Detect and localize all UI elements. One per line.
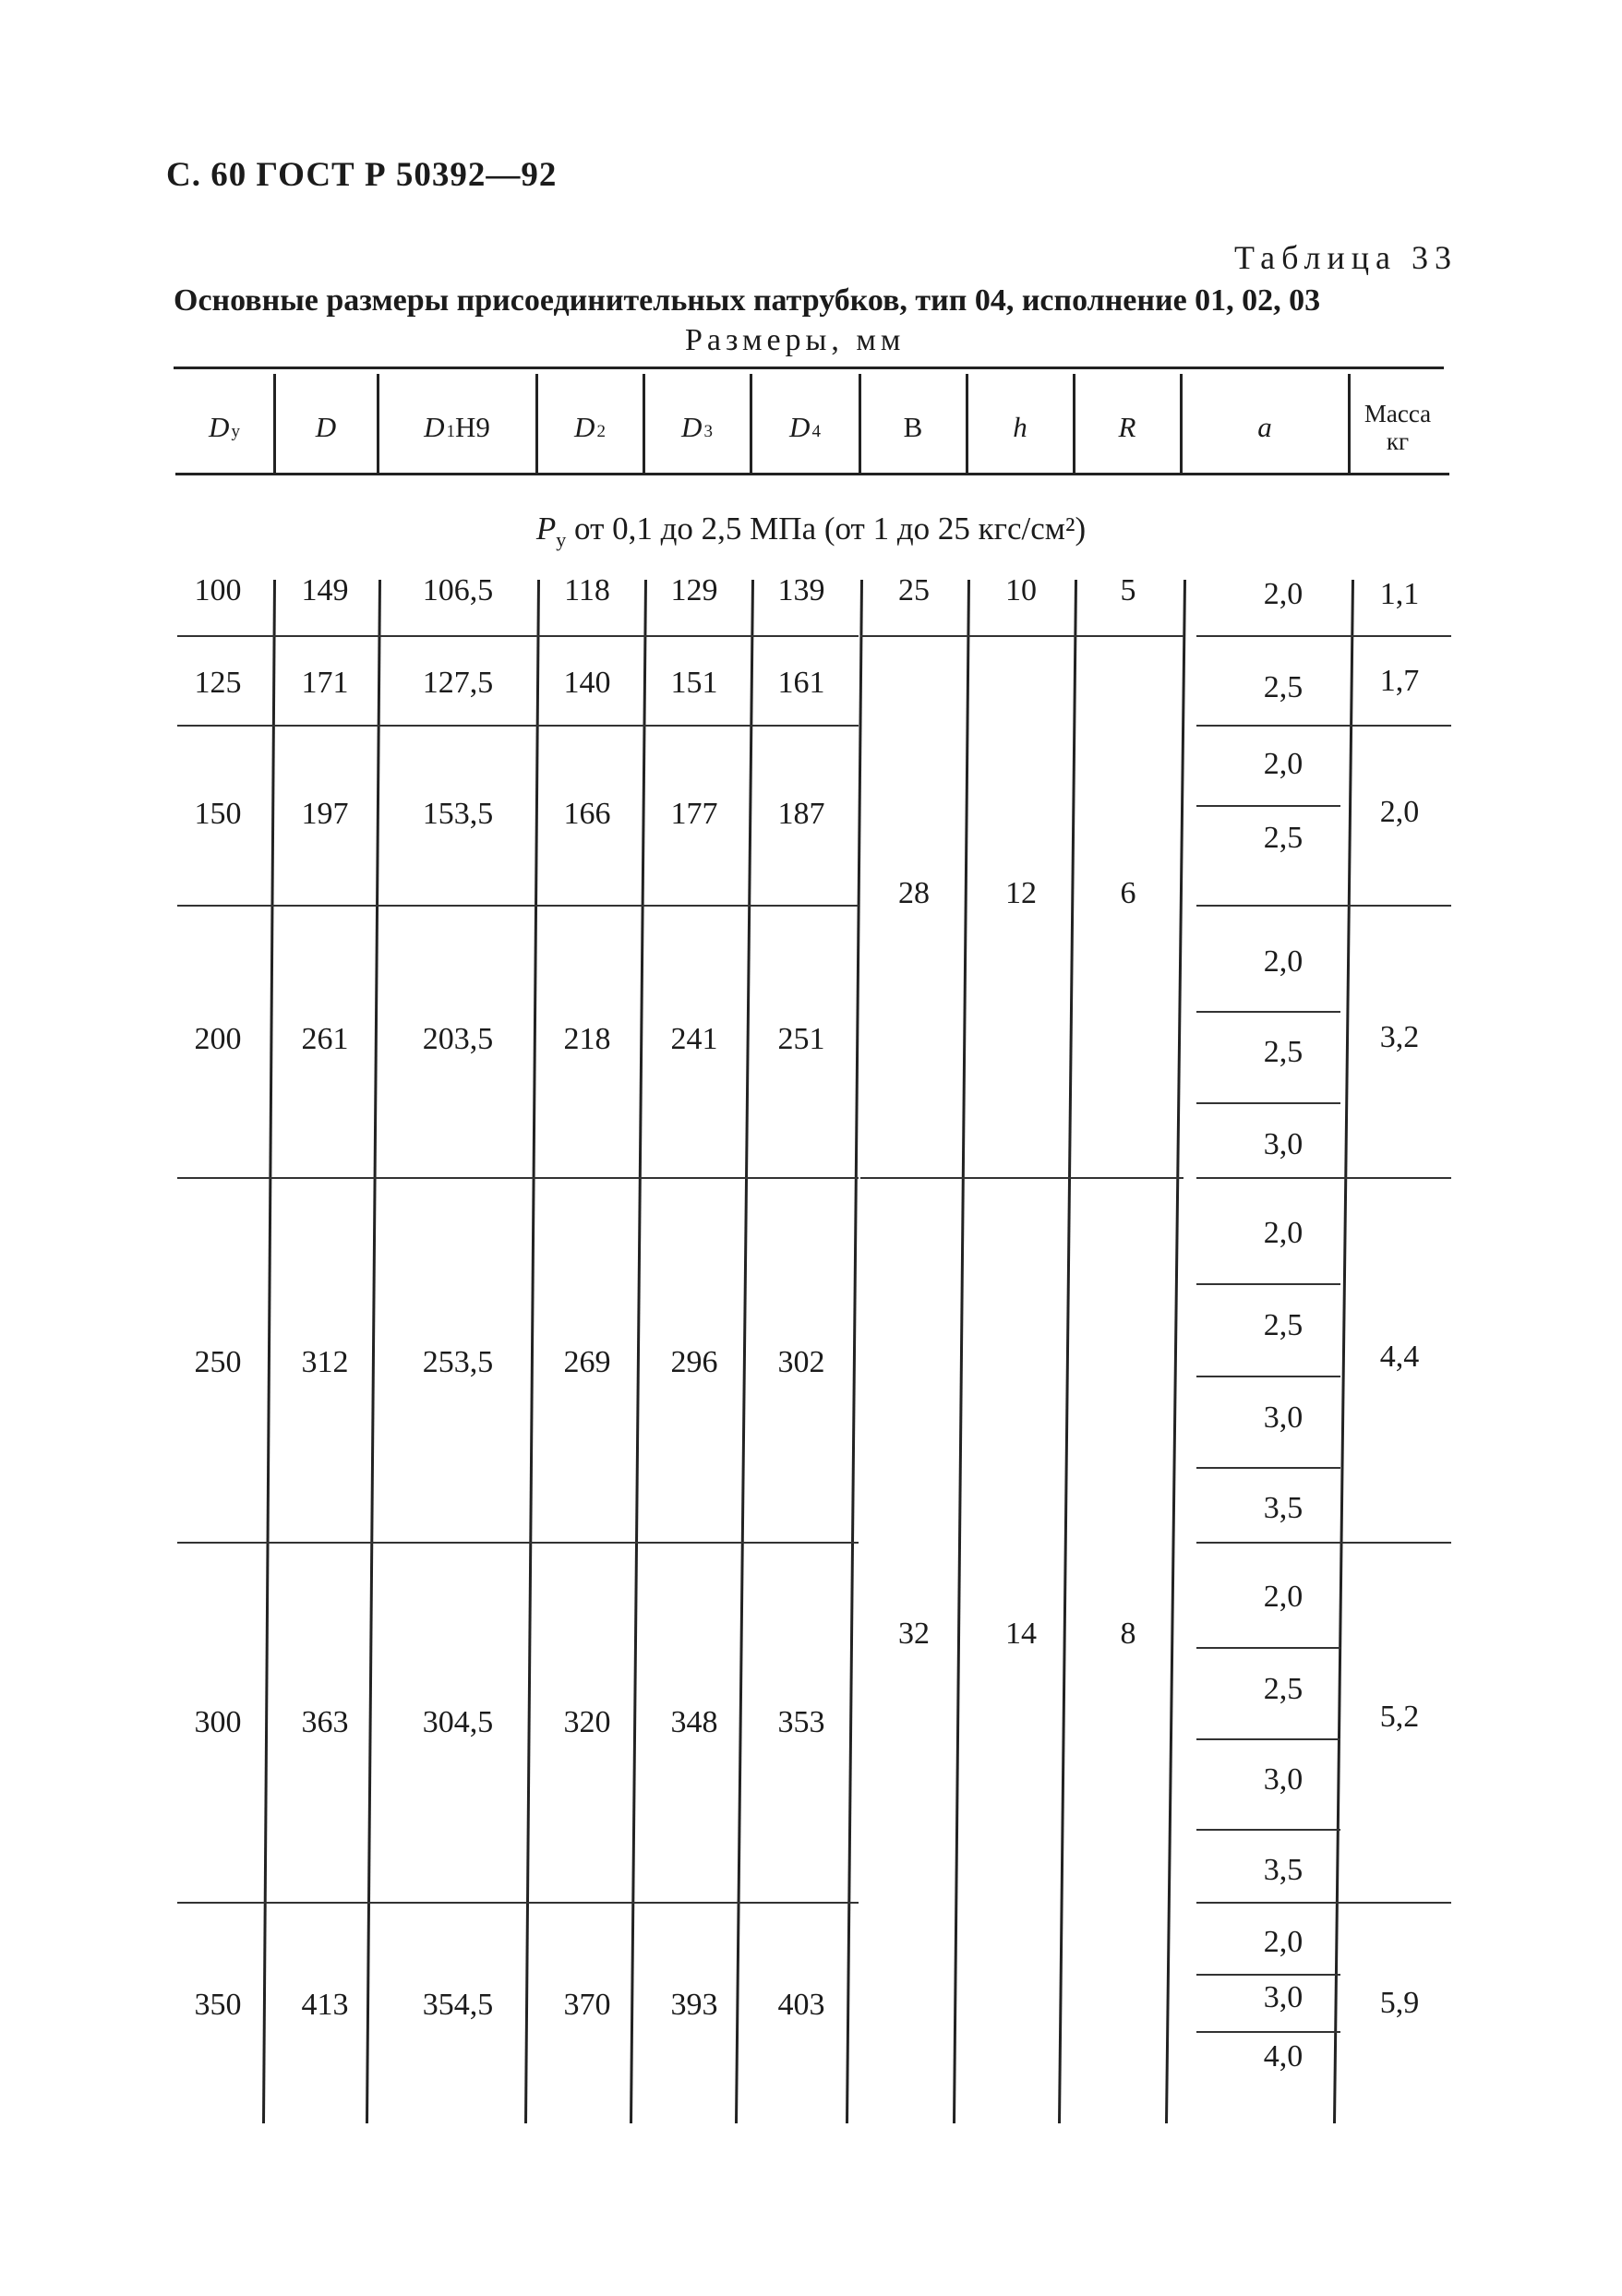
col-d2-header bbox=[537, 377, 643, 478]
cell-a: 3,0 bbox=[1263, 1980, 1304, 2014]
col-d1-tolerance: H9 bbox=[455, 411, 490, 443]
row-rule bbox=[1196, 635, 1451, 637]
col-d-symbol: D bbox=[315, 411, 337, 443]
cell-mass: 1,1 bbox=[1379, 577, 1420, 611]
cell-mass: 1,7 bbox=[1379, 664, 1420, 698]
col-a-symbol: a bbox=[1257, 411, 1272, 443]
cell-mass: 4,4 bbox=[1379, 1340, 1420, 1374]
body-column-divider bbox=[735, 580, 754, 2123]
col-d3-header bbox=[644, 377, 750, 478]
cell-d2: 166 bbox=[563, 797, 611, 831]
cell-d1: 203,5 bbox=[422, 1022, 494, 1056]
row-rule bbox=[177, 635, 859, 637]
col-d4-header bbox=[751, 377, 859, 478]
cell-dy: 100 bbox=[194, 573, 242, 607]
cell-d4: 403 bbox=[777, 1988, 825, 2022]
pressure-range-text: от 0,1 до 2,5 МПа (от 1 до 25 кгс/см²) bbox=[566, 511, 1087, 547]
cell-d: 149 bbox=[301, 573, 349, 607]
col-mass-label: Масса bbox=[1364, 400, 1432, 427]
cell-d: 312 bbox=[301, 1345, 349, 1379]
group-rule bbox=[860, 1177, 1183, 1179]
body-column-divider bbox=[1165, 580, 1186, 2123]
col-h-header bbox=[967, 377, 1073, 478]
cell-d3: 241 bbox=[670, 1022, 718, 1056]
row-rule bbox=[1196, 725, 1451, 727]
page-header: С. 60 ГОСТ Р 50392—92 bbox=[166, 156, 558, 194]
col-d1-symbol: D bbox=[424, 411, 445, 443]
cell-d4: 353 bbox=[777, 1705, 825, 1739]
cell-a: 3,0 bbox=[1263, 1400, 1304, 1435]
col-d1-sub: 1 bbox=[446, 422, 455, 441]
a-subrow-rule bbox=[1196, 1376, 1340, 1377]
a-subrow-rule bbox=[1196, 1974, 1340, 1976]
a-subrow-rule bbox=[1196, 1829, 1340, 1831]
cell-r: 8 bbox=[1120, 1617, 1136, 1651]
cell-d4: 139 bbox=[777, 573, 825, 607]
col-d3-symbol: D bbox=[681, 411, 703, 443]
cell-d4: 187 bbox=[777, 797, 825, 831]
cell-a: 2,0 bbox=[1263, 1216, 1304, 1250]
cell-a: 2,5 bbox=[1263, 1308, 1304, 1342]
cell-b: 32 bbox=[898, 1617, 930, 1651]
group-rule bbox=[860, 635, 1183, 637]
a-subrow-rule bbox=[1196, 1467, 1340, 1469]
col-dy-symbol: D bbox=[209, 411, 230, 443]
cell-h: 10 bbox=[1005, 573, 1037, 607]
cell-dy: 350 bbox=[194, 1988, 242, 2022]
a-subrow-rule bbox=[1196, 1283, 1340, 1285]
a-subrow-rule bbox=[1196, 2031, 1340, 2033]
cell-mass: 2,0 bbox=[1379, 795, 1420, 829]
cell-a: 4,0 bbox=[1263, 2039, 1304, 2074]
cell-d1: 106,5 bbox=[422, 573, 494, 607]
a-subrow-rule bbox=[1196, 1102, 1340, 1104]
col-a-header bbox=[1182, 377, 1348, 478]
pressure-symbol: P bbox=[535, 511, 557, 547]
cell-a: 2,0 bbox=[1263, 944, 1304, 979]
col-b-header bbox=[860, 377, 966, 478]
col-b-symbol: B bbox=[903, 411, 923, 443]
cell-d4: 302 bbox=[777, 1345, 825, 1379]
cell-a: 2,0 bbox=[1263, 577, 1304, 611]
body-column-divider bbox=[524, 580, 540, 2123]
body-column-divider bbox=[366, 580, 381, 2123]
cell-a: 2,5 bbox=[1263, 670, 1304, 704]
col-mass-unit: кг bbox=[1386, 427, 1410, 455]
cell-d: 363 bbox=[301, 1705, 349, 1739]
body-column-divider bbox=[1058, 580, 1077, 2123]
table-title: Основные размеры присоединительных патрубков, тип 04, исполнение 01, 02, 03 bbox=[174, 283, 1321, 318]
cell-d2: 370 bbox=[563, 1988, 611, 2022]
cell-a: 3,0 bbox=[1263, 1762, 1304, 1797]
cell-a: 2,0 bbox=[1263, 1580, 1304, 1614]
table-number: Таблица 33 bbox=[1234, 239, 1458, 276]
col-mass-header bbox=[1350, 377, 1446, 478]
cell-d2: 269 bbox=[563, 1345, 611, 1379]
row-rule bbox=[1196, 1902, 1451, 1904]
cell-d3: 296 bbox=[670, 1345, 718, 1379]
cell-a: 2,5 bbox=[1263, 821, 1304, 855]
cell-a: 3,5 bbox=[1263, 1491, 1304, 1525]
col-d3-sub: 3 bbox=[703, 422, 713, 441]
cell-d2: 218 bbox=[563, 1022, 611, 1056]
a-subrow-rule bbox=[1196, 1738, 1340, 1740]
cell-d3: 151 bbox=[670, 666, 718, 700]
cell-mass: 3,2 bbox=[1379, 1020, 1420, 1054]
cell-d2: 320 bbox=[563, 1705, 611, 1739]
cell-d3: 177 bbox=[670, 797, 718, 831]
cell-h: 12 bbox=[1005, 876, 1037, 910]
cell-d: 171 bbox=[301, 666, 349, 700]
cell-d3: 393 bbox=[670, 1988, 718, 2022]
col-r-header bbox=[1075, 377, 1180, 478]
row-rule bbox=[177, 1902, 859, 1904]
col-d1-header bbox=[378, 377, 535, 478]
col-d2-symbol: D bbox=[574, 411, 595, 443]
body-column-divider bbox=[630, 580, 647, 2123]
cell-d3: 348 bbox=[670, 1705, 718, 1739]
col-dy-sub: у bbox=[231, 422, 240, 441]
col-d-header bbox=[275, 377, 377, 478]
body-column-divider bbox=[1333, 580, 1354, 2123]
cell-d1: 304,5 bbox=[422, 1705, 494, 1739]
a-subrow-rule bbox=[1196, 1647, 1340, 1649]
body-column-divider bbox=[846, 580, 863, 2123]
cell-d1: 354,5 bbox=[422, 1988, 494, 2022]
row-rule bbox=[177, 905, 859, 907]
cell-a: 3,0 bbox=[1263, 1127, 1304, 1161]
cell-d1: 153,5 bbox=[422, 797, 494, 831]
cell-dy: 150 bbox=[194, 797, 242, 831]
row-rule bbox=[1196, 1542, 1451, 1544]
cell-r: 5 bbox=[1120, 573, 1136, 607]
cell-a: 2,0 bbox=[1263, 1925, 1304, 1959]
row-rule bbox=[1196, 905, 1451, 907]
col-h-symbol: h bbox=[1013, 411, 1027, 443]
body-column-divider bbox=[953, 580, 970, 2123]
cell-dy: 250 bbox=[194, 1345, 242, 1379]
units-caption: Размеры, мм bbox=[685, 323, 906, 357]
a-subrow-rule bbox=[1196, 805, 1340, 807]
pressure-caption bbox=[0, 511, 1622, 552]
cell-d1: 253,5 bbox=[422, 1345, 494, 1379]
col-dy-header bbox=[175, 377, 273, 478]
col-r-symbol: R bbox=[1118, 411, 1136, 443]
cell-a: 2,5 bbox=[1263, 1035, 1304, 1069]
body-column-divider bbox=[262, 580, 276, 2123]
cell-a: 2,0 bbox=[1263, 747, 1304, 781]
cell-d: 197 bbox=[301, 797, 349, 831]
col-d4-sub: 4 bbox=[811, 422, 821, 441]
cell-d: 261 bbox=[301, 1022, 349, 1056]
row-rule bbox=[177, 1542, 859, 1544]
cell-h: 14 bbox=[1005, 1617, 1037, 1651]
cell-r: 6 bbox=[1120, 876, 1136, 910]
cell-dy: 300 bbox=[194, 1705, 242, 1739]
row-rule bbox=[177, 1177, 859, 1179]
a-subrow-rule bbox=[1196, 1011, 1340, 1013]
cell-a: 3,5 bbox=[1263, 1853, 1304, 1887]
pressure-sub: у bbox=[556, 528, 567, 551]
cell-d2: 140 bbox=[563, 666, 611, 700]
col-d2-sub: 2 bbox=[596, 422, 606, 441]
cell-d4: 251 bbox=[777, 1022, 825, 1056]
cell-mass: 5,2 bbox=[1379, 1700, 1420, 1734]
table-top-rule bbox=[174, 367, 1444, 369]
cell-a: 2,5 bbox=[1263, 1672, 1304, 1706]
cell-d4: 161 bbox=[777, 666, 825, 700]
cell-d2: 118 bbox=[564, 573, 610, 607]
cell-dy: 200 bbox=[194, 1022, 242, 1056]
cell-dy: 125 bbox=[194, 666, 242, 700]
col-d4-symbol: D bbox=[789, 411, 811, 443]
cell-d: 413 bbox=[301, 1988, 349, 2022]
cell-d1: 127,5 bbox=[422, 666, 494, 700]
row-rule bbox=[1196, 1177, 1451, 1179]
cell-b: 28 bbox=[898, 876, 930, 910]
cell-b: 25 bbox=[898, 573, 930, 607]
cell-d3: 129 bbox=[670, 573, 718, 607]
cell-mass: 5,9 bbox=[1379, 1986, 1420, 2020]
row-rule bbox=[177, 725, 859, 727]
